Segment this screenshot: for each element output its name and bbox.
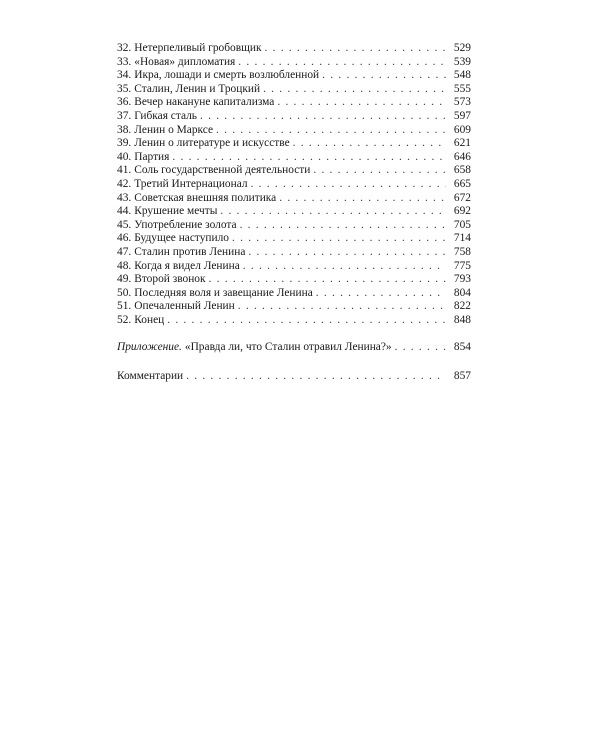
chapter-number: 44.	[117, 205, 132, 218]
table-of-contents	[117, 42, 471, 327]
dot-leader	[251, 178, 446, 192]
page-number: 555	[453, 82, 471, 95]
toc-entry[interactable]	[117, 273, 471, 287]
toc-entry[interactable]	[117, 151, 471, 165]
toc-entry[interactable]	[117, 83, 471, 97]
dot-leader	[293, 137, 446, 151]
page-number: 854	[453, 341, 471, 353]
dot-leader	[279, 192, 446, 206]
chapter-title: Соль государственной деятельности	[134, 164, 311, 177]
chapter-title: Опечаленный Ленин	[134, 300, 235, 313]
toc-entry[interactable]	[117, 192, 471, 206]
chapter-number: 38.	[117, 123, 132, 136]
chapter-title: Конец	[134, 313, 165, 326]
toc-entry[interactable]	[117, 124, 471, 138]
chapter-title: Гибкая сталь	[134, 109, 198, 122]
chapter-number: 42.	[117, 177, 132, 190]
toc-comments-entry[interactable]	[117, 370, 471, 384]
dot-leader	[220, 205, 446, 219]
chapter-number: 45.	[117, 218, 132, 231]
appendix-label: Приложение.	[117, 341, 182, 353]
page-number: 804	[453, 286, 471, 299]
dot-leader	[240, 219, 446, 233]
chapter-number: 34.	[117, 69, 132, 82]
page-number: 714	[453, 232, 471, 245]
chapter-title: Крушение мечты	[134, 205, 218, 218]
toc-entry[interactable]	[117, 246, 471, 260]
dot-leader	[200, 110, 446, 124]
toc-entry[interactable]	[117, 314, 471, 328]
chapter-number: 43.	[117, 191, 132, 204]
page-number: 597	[453, 109, 471, 122]
page-number: 573	[453, 96, 471, 109]
chapter-number: 48.	[117, 259, 132, 272]
chapter-title: Вечер накануне капитализма	[134, 96, 275, 109]
page-number: 692	[453, 205, 471, 218]
page-number: 758	[453, 245, 471, 258]
chapter-title: Употребление золота	[134, 218, 237, 231]
dot-leader	[186, 370, 446, 384]
toc-entry[interactable]	[117, 178, 471, 192]
page-number: 609	[453, 123, 471, 136]
chapter-number: 47.	[117, 245, 132, 258]
page-number: 672	[453, 191, 471, 204]
page-number: 775	[453, 259, 471, 272]
comments-title: Комментарии	[117, 370, 184, 382]
chapter-number: 35.	[117, 82, 132, 95]
dot-leader	[313, 164, 446, 178]
page-number: 665	[453, 177, 471, 190]
page-number: 793	[453, 273, 471, 286]
toc-entry	[117, 341, 471, 355]
chapter-number: 50.	[117, 286, 132, 299]
chapter-title: Нетерпеливый гробовщик	[134, 42, 262, 54]
dot-leader	[209, 273, 446, 287]
toc-entry[interactable]	[117, 110, 471, 124]
chapter-number: 37.	[117, 109, 132, 122]
chapter-number: 39.	[117, 137, 132, 150]
chapter-number: 52.	[117, 313, 132, 326]
chapter-number: 41.	[117, 164, 132, 177]
chapter-number: 51.	[117, 300, 132, 313]
chapter-number: 32.	[117, 42, 132, 54]
chapter-title: Сталин против Ленина	[134, 245, 246, 258]
chapter-title: Икра, лошади и смерть возлюбленной	[134, 69, 320, 82]
dot-leader	[277, 96, 446, 110]
toc-appendix-entry[interactable]	[117, 341, 471, 355]
page-number: 646	[453, 150, 471, 163]
toc-entry[interactable]	[117, 260, 471, 274]
page-number: 705	[453, 218, 471, 231]
dot-leader	[263, 83, 446, 97]
toc-entry[interactable]	[117, 42, 471, 56]
chapter-title: Когда я видел Ленина	[134, 259, 240, 272]
page-number: 621	[453, 137, 471, 150]
toc-entry[interactable]	[117, 56, 471, 70]
page-number: 548	[453, 69, 471, 82]
page-number: 658	[453, 164, 471, 177]
dot-leader	[316, 287, 446, 301]
dot-leader	[265, 42, 447, 56]
dot-leader	[243, 260, 446, 274]
toc-entry[interactable]	[117, 287, 471, 301]
toc-entry[interactable]	[117, 164, 471, 178]
chapter-number: 33.	[117, 55, 132, 68]
chapter-number: 40.	[117, 150, 132, 163]
page-number: 857	[453, 370, 471, 382]
page-number: 822	[453, 300, 471, 313]
page-number: 539	[453, 55, 471, 68]
chapter-title: Третий Интернационал	[134, 177, 248, 190]
chapter-title: Будущее наступило	[134, 232, 230, 245]
appendix-title: «Правда ли, что Сталин отравил Ленина?»	[184, 341, 392, 353]
dot-leader	[238, 300, 446, 314]
chapter-title: Сталин, Ленин и Троцкий	[134, 82, 261, 95]
dot-leader	[232, 232, 446, 246]
chapter-title: Советская внешняя политика	[134, 191, 277, 204]
dot-leader	[248, 246, 446, 260]
chapter-title: Ленин о Марксе	[134, 123, 214, 136]
page-number: 529	[453, 42, 471, 54]
dot-leader	[216, 124, 446, 138]
toc-entry[interactable]	[117, 300, 471, 314]
dot-leader	[395, 341, 446, 355]
toc-entry[interactable]	[117, 137, 471, 151]
chapter-title: «Новая» дипломатия	[134, 55, 236, 68]
chapter-title: Партия	[134, 150, 170, 163]
chapter-number: 36.	[117, 96, 132, 109]
chapter-number: 46.	[117, 232, 132, 245]
chapter-title: Второй звонок	[134, 273, 206, 286]
dot-leader	[238, 56, 446, 70]
chapter-title: Последняя воля и завещание Ленина	[134, 286, 313, 299]
chapter-number: 49.	[117, 273, 132, 286]
toc-entry[interactable]	[117, 219, 471, 233]
toc-entry[interactable]	[117, 69, 471, 83]
page-number: 848	[453, 313, 471, 326]
dot-leader	[172, 151, 446, 165]
dot-leader	[167, 314, 446, 328]
chapter-title: Ленин о литературе и искусстве	[134, 137, 290, 150]
dot-leader	[322, 69, 446, 83]
toc-entry	[117, 370, 471, 384]
toc-entry[interactable]	[117, 96, 471, 110]
toc-entry[interactable]	[117, 232, 471, 246]
toc-entry[interactable]	[117, 205, 471, 219]
